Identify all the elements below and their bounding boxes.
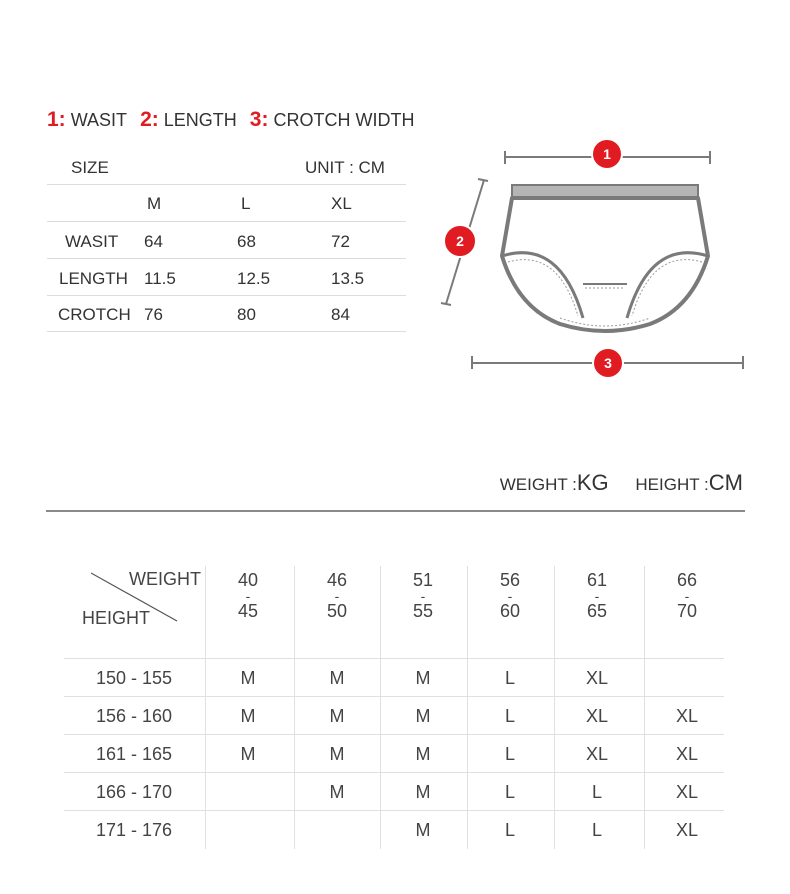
header-diagonal-line xyxy=(91,571,181,623)
table-cell: 64 xyxy=(144,232,163,251)
legend-label: CROTCH WIDTH xyxy=(273,110,415,130)
height-header: HEIGHT xyxy=(82,608,151,628)
svg-text:2: 2 xyxy=(456,233,464,249)
size-cell: XL xyxy=(585,744,609,764)
weight-range-separator: - xyxy=(684,588,690,604)
table-header-row xyxy=(47,147,406,185)
weight-range-separator: - xyxy=(334,588,340,604)
column-header-m: M xyxy=(147,194,162,213)
table-cell: 11.5 xyxy=(144,269,176,288)
weight-range-separator: - xyxy=(245,588,251,604)
size-cell: M xyxy=(240,668,256,688)
table-row xyxy=(47,258,406,296)
size-cell: M xyxy=(329,782,345,802)
measurement-legend xyxy=(47,108,422,132)
table-row xyxy=(47,221,406,259)
legend-item-length xyxy=(140,110,237,130)
weight-range-to: 65 xyxy=(586,601,608,621)
size-cell: L xyxy=(591,820,602,840)
weight-range-to: 70 xyxy=(676,601,698,621)
underwear-measurement-diagram xyxy=(440,138,750,378)
weight-height-size-table xyxy=(64,566,724,849)
weight-range-from: 61 xyxy=(586,570,608,590)
weight-range-header xyxy=(554,571,640,621)
size-cell: M xyxy=(240,706,256,726)
legend-number: 2: xyxy=(140,108,159,131)
size-cell: L xyxy=(591,782,602,802)
size-cell: M xyxy=(240,744,256,764)
table-columns-row xyxy=(47,184,406,222)
legend-item-crotch-width xyxy=(250,110,415,130)
weight-range-header xyxy=(205,571,291,621)
weight-range-separator: - xyxy=(420,588,426,604)
weight-range-from: 51 xyxy=(412,570,434,590)
marker-3 xyxy=(593,348,623,378)
row-divider xyxy=(64,658,724,659)
legend-item-waist xyxy=(47,110,127,130)
size-cell: L xyxy=(504,820,515,840)
row-divider xyxy=(64,734,724,735)
size-cell: XL xyxy=(675,782,699,802)
weight-unit xyxy=(499,470,609,495)
height-range-label: 161 - 165 xyxy=(95,744,173,764)
size-cell: M xyxy=(329,706,345,726)
row-label: CROTCH xyxy=(58,305,131,324)
weight-range-header xyxy=(644,571,730,621)
size-cell: XL xyxy=(675,744,699,764)
table-cell: 12.5 xyxy=(237,269,271,288)
size-cell: L xyxy=(504,668,515,688)
table-cell: 13.5 xyxy=(331,269,365,288)
weight-range-separator: - xyxy=(594,588,600,604)
weight-range-from: 56 xyxy=(499,570,521,590)
size-cell: XL xyxy=(675,820,699,840)
weight-range-to: 45 xyxy=(237,601,259,621)
weight-unit-value: KG xyxy=(576,470,609,495)
underwear-icon xyxy=(502,185,708,331)
legend-number: 3: xyxy=(249,108,269,131)
height-range-label: 171 - 176 xyxy=(95,820,173,840)
size-cell: M xyxy=(415,706,431,726)
size-cell: M xyxy=(415,744,431,764)
column-header-l: L xyxy=(241,194,251,213)
row-divider xyxy=(64,772,724,773)
size-cell: M xyxy=(415,668,431,688)
size-cell: L xyxy=(504,706,515,726)
row-divider xyxy=(64,696,724,697)
weight-range-from: 40 xyxy=(237,570,259,590)
weight-range-header xyxy=(380,571,466,621)
weight-range-from: 46 xyxy=(326,570,348,590)
size-cell: M xyxy=(415,782,431,802)
table-row xyxy=(47,295,406,332)
weight-range-header xyxy=(294,571,380,621)
size-cell: XL xyxy=(675,706,699,726)
weight-range-from: 66 xyxy=(676,570,698,590)
row-label: WASIT xyxy=(65,232,119,251)
size-cell: M xyxy=(329,744,345,764)
legend-label: LENGTH xyxy=(163,110,237,130)
size-cell: M xyxy=(415,820,431,840)
weight-unit-label: WEIGHT : xyxy=(499,475,577,494)
height-unit xyxy=(635,470,743,495)
marker-2 xyxy=(444,225,476,257)
svg-text:3: 3 xyxy=(604,355,612,371)
table-cell: 84 xyxy=(331,305,350,324)
weight-range-to: 50 xyxy=(326,601,348,621)
weight-header: WEIGHT xyxy=(129,569,201,589)
table-cell: 80 xyxy=(237,305,256,324)
weight-range-to: 55 xyxy=(412,601,434,621)
size-cell: M xyxy=(329,668,345,688)
svg-text:1: 1 xyxy=(603,146,611,162)
section-divider xyxy=(46,510,745,512)
weight-range-to: 60 xyxy=(499,601,521,621)
table-cell: 68 xyxy=(237,232,256,251)
column-header-xl: XL xyxy=(331,194,352,213)
height-range-label: 166 - 170 xyxy=(95,782,173,802)
marker-1 xyxy=(592,139,622,169)
size-cell: XL xyxy=(585,668,609,688)
table-cell: 72 xyxy=(331,232,350,251)
table-cell: 76 xyxy=(144,305,163,324)
height-unit-label: HEIGHT : xyxy=(635,475,709,494)
row-label: LENGTH xyxy=(59,269,128,288)
size-cell: L xyxy=(504,744,515,764)
size-cell: L xyxy=(504,782,515,802)
weight-range-separator: - xyxy=(507,588,513,604)
size-cell: XL xyxy=(585,706,609,726)
legend-label: WASIT xyxy=(70,110,128,130)
weight-range-header xyxy=(467,571,553,621)
height-range-label: 156 - 160 xyxy=(95,706,173,726)
units-note xyxy=(500,470,743,496)
size-label: SIZE xyxy=(71,158,109,177)
row-divider xyxy=(64,810,724,811)
height-range-label: 150 - 155 xyxy=(95,668,173,688)
height-unit-value: CM xyxy=(708,470,743,495)
unit-label: UNIT : CM xyxy=(305,158,385,177)
legend-number: 1: xyxy=(47,108,66,131)
